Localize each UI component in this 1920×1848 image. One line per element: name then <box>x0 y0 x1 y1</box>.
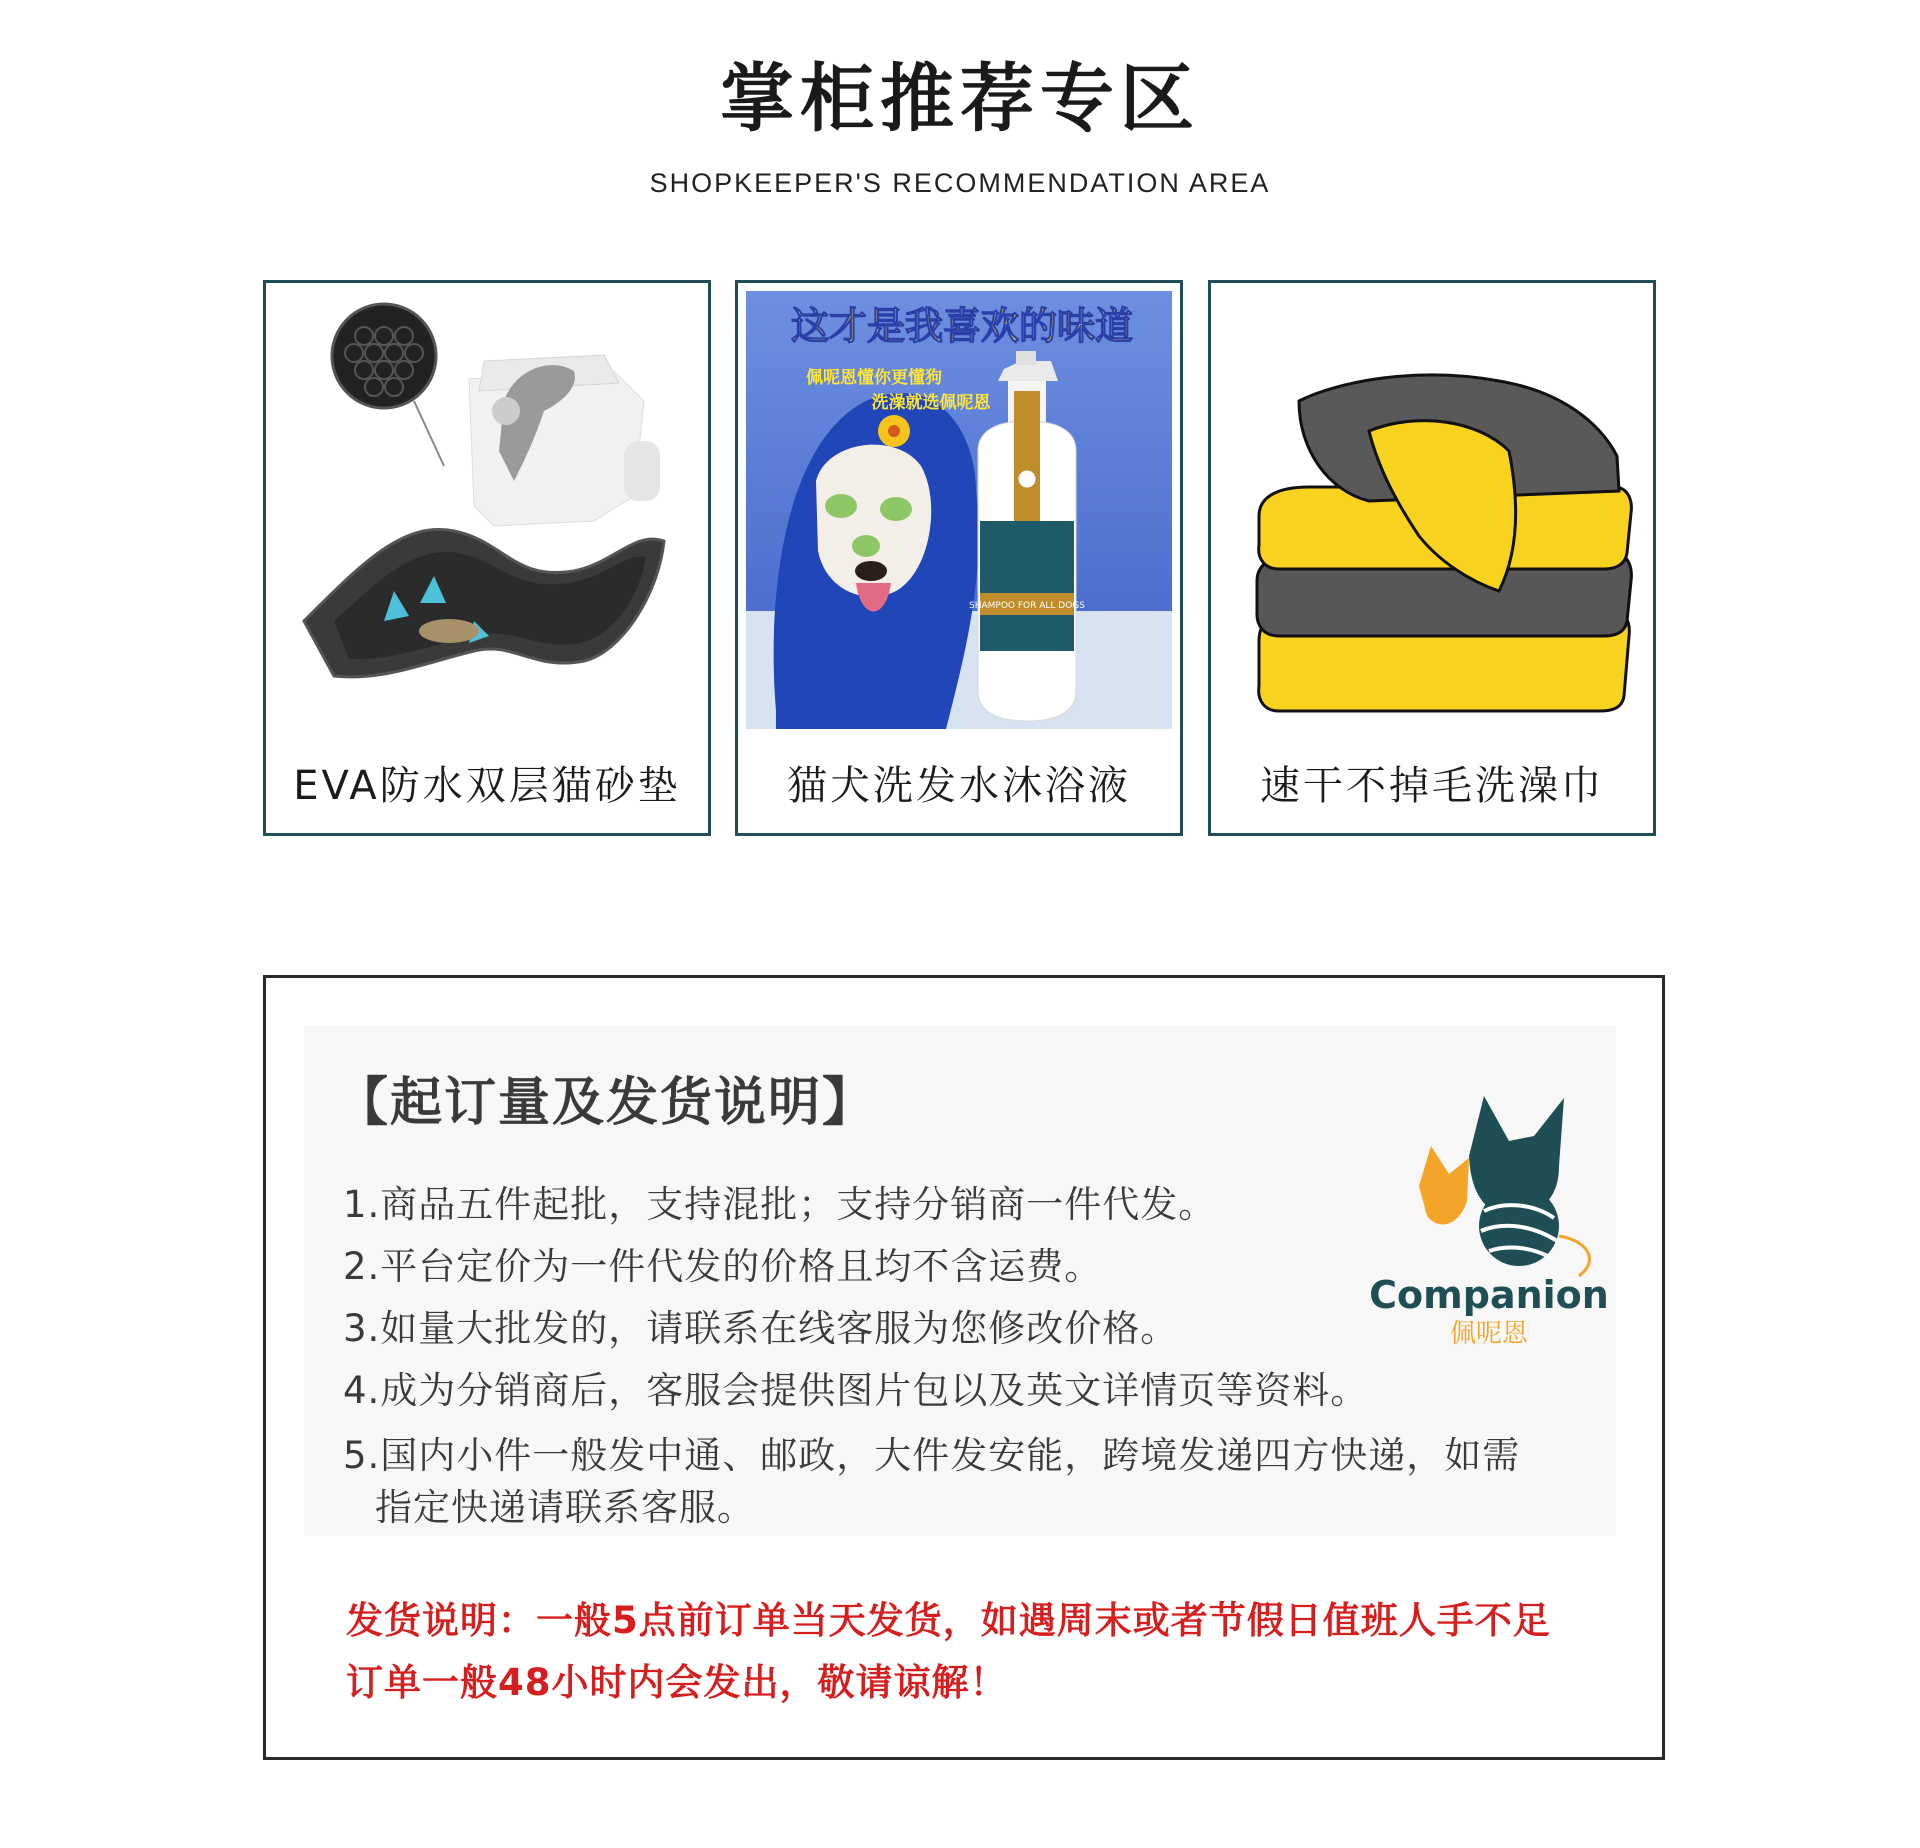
page-header <box>0 40 1920 199</box>
dog-shampoo-image <box>746 291 1172 729</box>
page-title: 掌柜推荐专区 <box>720 56 1200 142</box>
product-label: EVA防水双层猫砂垫 <box>293 762 681 809</box>
rule-item: 3.如量大批发的，请联系在线客服为您修改价格。 <box>343 1307 1179 1350</box>
order-notice-panel <box>263 975 1665 1760</box>
logo-brand: Companion <box>1369 1273 1609 1317</box>
product-card-litter-mat[interactable] <box>263 280 711 836</box>
bottle-text: SHAMPOO FOR ALL DOGS <box>969 601 1085 611</box>
rule-item: 4.成为分销商后，客服会提供图片包以及英文详情页等资料。 <box>343 1369 1369 1412</box>
logo-brand-cn: 佩呢恩 <box>1449 1319 1529 1346</box>
product-cards <box>263 280 1663 842</box>
notice-title: 【起订量及发货说明】 <box>336 1073 877 1133</box>
shampoo-banner: 这才是我喜欢的味道 <box>790 304 1134 348</box>
product-card-shampoo[interactable] <box>735 280 1183 836</box>
rule-5-line-1: 5.国内小件一般发中通、邮政，大件发安能，跨境发递四方快递，如需 <box>343 1434 1521 1477</box>
shipping-note-line-2: 订单一般48小时内会发出，敬请谅解！ <box>346 1661 1008 1704</box>
cat-litter-mat-image <box>274 291 700 729</box>
rule-item: 2.平台定价为一件代发的价格且均不含运费。 <box>343 1245 1103 1288</box>
rule-item <box>343 1422 1663 1534</box>
shampoo-slogan-1: 佩呢恩懂你更懂狗 <box>806 368 942 388</box>
shipping-note <box>346 1590 1636 1714</box>
product-label: 猫犬洗发水沐浴液 <box>787 762 1131 809</box>
rule-item: 1.商品五件起批，支持混批；支持分销商一件代发。 <box>343 1183 1217 1226</box>
shipping-note-line-1: 发货说明：一般5点前订单当天发货，如遇周末或者节假日值班人手不足 <box>346 1599 1551 1642</box>
bath-towel-image <box>1219 291 1645 729</box>
rule-5-line-2: 指定快递请联系客服。 <box>375 1486 755 1529</box>
shampoo-slogan-2: 洗澡就选佩呢恩 <box>871 393 991 413</box>
notice-rules <box>343 1174 1663 1534</box>
product-label: 速干不掉毛洗澡巾 <box>1260 762 1604 809</box>
page-subtitle: SHOPKEEPER'S RECOMMENDATION AREA <box>649 168 1271 198</box>
product-card-towel[interactable] <box>1208 280 1656 836</box>
